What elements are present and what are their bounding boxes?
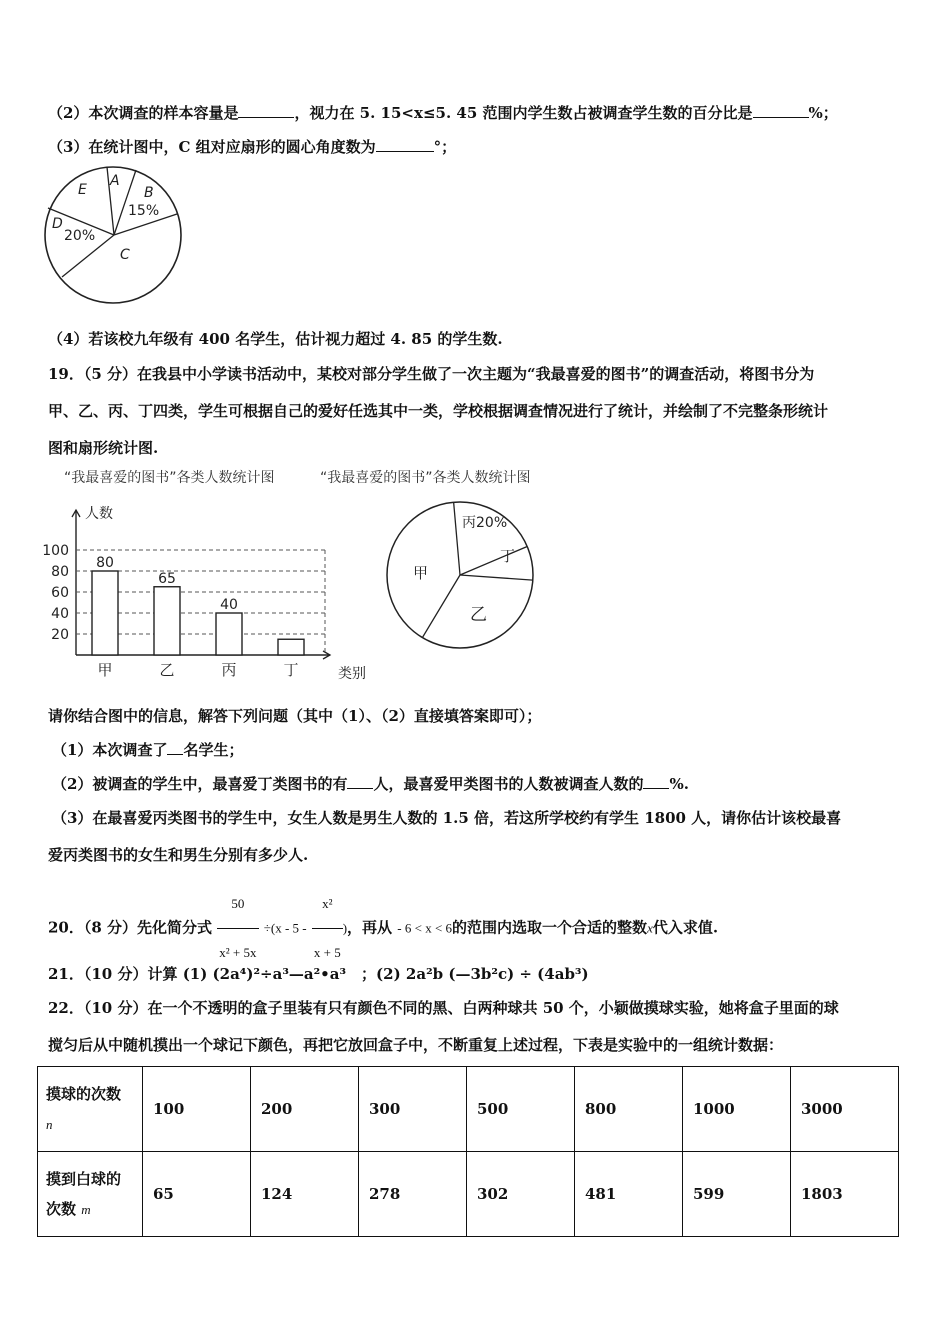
x-tick-label: 甲: [97, 661, 113, 679]
y-tick-label: 60: [51, 585, 69, 601]
y-tick-label: 100: [42, 543, 69, 559]
pie-slice-edge: [422, 575, 460, 638]
q19-part2: （2）被调查的学生中，最喜爱丁类图书的有 人，最喜爱甲类图书的人数被调查人数的 %.: [52, 775, 689, 793]
pie-chart-title: “我最喜爱的图书”各类人数统计图: [320, 470, 531, 486]
x-tick-label: 丁: [283, 661, 299, 679]
pie-label-ding: 丁: [500, 547, 516, 565]
q19-line3: 图和扇形统计图.: [48, 439, 159, 457]
answer-blank[interactable]: [167, 740, 183, 755]
pie-slice-edge: [454, 502, 460, 575]
pie-slice-edge: [460, 575, 533, 580]
fraction-x2: $\frac{\text{x²}}{x + 5}$: [312, 880, 343, 977]
x-tick-label: 乙: [159, 661, 175, 679]
pie-label-c: C: [120, 247, 130, 263]
q19-intro: 请你结合图中的信息，解答下列问题（其中（1）、（2）直接填答案即可）；: [48, 707, 542, 725]
q22-line2: 搅匀后从中随机摸出一个球记下颜色，再把它放回盒子中，不断重复上述过程，下表是实验中的一组统计数据：: [48, 1036, 784, 1054]
statistics-table: [37, 1066, 899, 1237]
pie-label-d-percent: 20%: [64, 228, 96, 244]
table-cell: 1000: [683, 1067, 791, 1152]
y-tick-label: 40: [51, 606, 69, 622]
q18-part3: （3）在统计图中，C 组对应扇形的圆心角度数为 °；: [48, 138, 457, 156]
table-cell: 300: [359, 1067, 467, 1152]
answer-blank[interactable]: [238, 103, 294, 118]
bar: [92, 571, 118, 655]
pie-label-a: A: [110, 173, 120, 189]
q19-part1: （1）本次调查了 名学生；: [52, 741, 244, 759]
pie-label-bing: 丙20%: [462, 515, 508, 531]
q19-part3: （3）在最喜爱丙类图书的学生中，女生人数是男生人数的 1.5 倍，若这所学校约有学生 1800 人，请你估计该校最喜: [52, 809, 842, 827]
bar-chart-title: “我最喜爱的图书”各类人数统计图: [64, 470, 275, 486]
table-cell: 200: [251, 1067, 359, 1152]
table-row: [38, 1152, 899, 1237]
bar-value-label: 80: [96, 555, 114, 571]
table-cell: 500: [467, 1067, 575, 1152]
q19-line2: 甲、乙、丙、丁四类，学生可根据自己的爱好任选其中一类，学校根据调查情况进行了统计，并绘制了不完整条形统计: [48, 402, 829, 420]
answer-blank[interactable]: [643, 774, 669, 789]
q19-part3-cont: 爱丙类图书的女生和男生分别有多少人.: [48, 846, 309, 864]
bar: [216, 613, 242, 655]
row-header-n: 摸球的次数 n: [38, 1067, 143, 1152]
pie-slice-edge: [460, 546, 527, 575]
bar: [154, 587, 180, 655]
answer-blank[interactable]: [376, 137, 434, 152]
q18-pie-chart: [40, 162, 190, 307]
pie-label-e: E: [78, 182, 87, 198]
table-row: [38, 1067, 899, 1152]
row-header-m: 摸到白球的 次数 m: [38, 1152, 143, 1237]
pie-label-b: B: [144, 185, 154, 201]
pie-label-d: D: [52, 216, 63, 232]
q21: 21．（10 分）计算 (1) (2a⁴)²÷a³—a²•a³ ；(2) 2a²b (—3b²c) ÷ (4ab³): [48, 965, 589, 983]
y-tick-label: 80: [51, 564, 69, 580]
table-cell: 278: [359, 1152, 467, 1237]
q20: 20．（8 分）先化简分式 $\frac{50}{\text{x² + 5x}}$ ÷(x - 5 - $\frac{\text{x²}}{x + 5}$ )，再从 - 6 < x < 6的范围内选取一个合适的整数x代入求值.: [48, 880, 718, 977]
table-cell: 124: [251, 1152, 359, 1237]
y-tick-label: 20: [51, 627, 69, 643]
answer-blank[interactable]: [347, 774, 373, 789]
bar-value-label: 40: [220, 597, 238, 613]
bar: [278, 639, 304, 655]
q18-part4: （4）若该校九年级有 400 名学生，估计视力超过 4. 85 的学生数.: [48, 330, 503, 348]
bar-value-label: 65: [158, 570, 176, 587]
fraction-50: $\frac{50}{\text{x² + 5x}}$: [217, 880, 258, 977]
pie-label-jia: 甲: [413, 564, 429, 582]
x-axis-label: 类别: [338, 666, 366, 682]
pie-label-b-percent: 15%: [128, 203, 160, 219]
table-cell: 800: [575, 1067, 683, 1152]
q22-line1: 22．（10 分）在一个不透明的盒子里装有只有颜色不同的黑、白两种球共 50 个，小颖做摸球实验，她将盒子里面的球: [48, 999, 839, 1017]
x-tick-label: 丙: [221, 661, 237, 679]
table-cell: 302: [467, 1152, 575, 1237]
table-cell: 100: [143, 1067, 251, 1152]
pie-chart: [382, 498, 552, 658]
y-axis-label: 人数: [85, 506, 113, 522]
q18-part2: （2）本次调查的样本容量是 ，视力在 5. 15<x≤5. 45 范围内学生数占被调查学生数的百分比是 %；: [48, 104, 838, 122]
bar-chart: [40, 495, 380, 690]
table-cell: 65: [143, 1152, 251, 1237]
pie-label-yi: 乙: [470, 605, 487, 625]
table-cell: 3000: [791, 1067, 899, 1152]
table-cell: 599: [683, 1152, 791, 1237]
table-cell: 1803: [791, 1152, 899, 1237]
answer-blank[interactable]: [753, 103, 809, 118]
table-cell: 481: [575, 1152, 683, 1237]
q19-line1: 19．（5 分）在我县中小学读书活动中，某校对部分学生做了一次主题为“我最喜爱的图书”的调查活动，将图书分为: [48, 365, 815, 383]
